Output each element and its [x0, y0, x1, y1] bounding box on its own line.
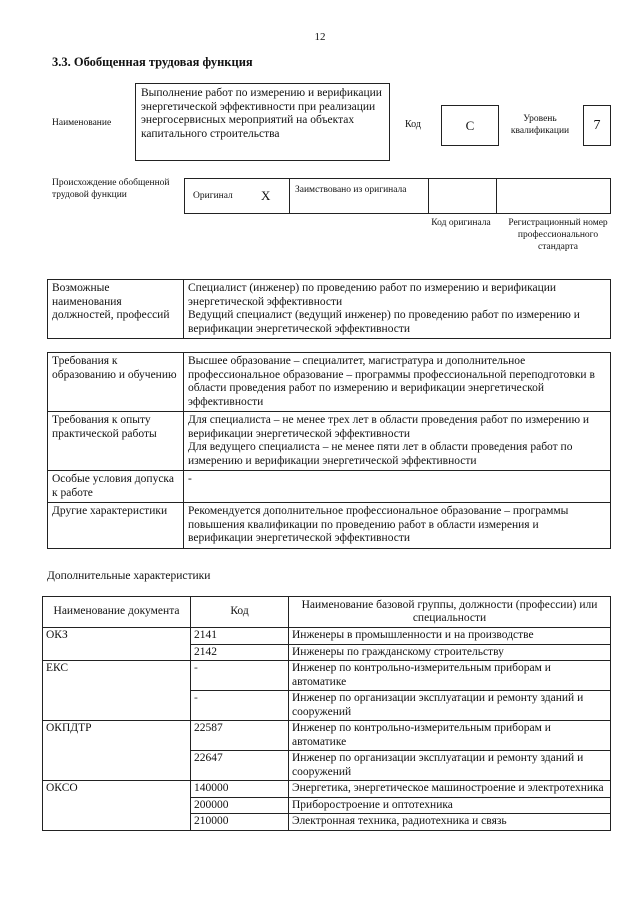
code-cell: 22587: [191, 721, 289, 751]
positions-row: [48, 280, 611, 339]
original-mark: X: [261, 188, 271, 203]
section-title: 3.3. Обобщенная трудовая функция: [52, 55, 253, 69]
code-cell: 22647: [191, 751, 289, 781]
requirement-value: [184, 471, 611, 503]
requirement-line: Высшее образование – специалитет, магистратура и дополнительное профессиональное образование – программы профессиональной переподготовки в области проведения работ по измерению и верификации энергетической эффективности: [188, 355, 595, 408]
additional-table: [42, 596, 611, 831]
requirement-row: [48, 503, 611, 549]
name-cell: Инженер по контрольно-измерительным приборам и автоматике: [289, 721, 611, 751]
name-cell: Инженер по организации эксплуатации и ремонту зданий и сооружений: [289, 751, 611, 781]
divider: [289, 179, 290, 213]
name-cell: Энергетика, энергетическое машиностроение и электротехника: [289, 781, 611, 798]
code-cell: 2141: [191, 628, 289, 645]
requirement-label: Требования к опыту практической работы: [48, 412, 184, 471]
requirement-value: [184, 353, 611, 412]
requirement-value: [184, 503, 611, 549]
page-number: 12: [314, 31, 326, 43]
code-cell: -: [191, 661, 289, 691]
name-cell: Приборостроение и оптотехника: [289, 797, 611, 814]
code-cell: 2142: [191, 644, 289, 661]
requirement-line: Для специалиста – не менее трех лет в области проведения работ по измерению и верификации энергетической эффективности: [188, 414, 590, 440]
code-cell: 140000: [191, 781, 289, 798]
header-document: Наименование документа: [43, 597, 191, 628]
requirements-table: [47, 352, 611, 549]
position-line: Ведущий специалист (ведущий инженер) по проведению работ по измерению и верификации энергетической эффективности: [188, 309, 580, 335]
positions-label: Возможные наименования должностей, профессий: [48, 280, 184, 339]
borrowed-label: Заимствовано из оригинала: [295, 185, 407, 195]
requirement-line: Рекомендуется дополнительное профессиональное образование – программы повышения квалификации по проведению работ в области измерения и верификации энергетической эффективности: [188, 505, 569, 544]
divider: [496, 179, 497, 213]
origin-label: Происхождение обобщенной трудовой функции: [52, 178, 170, 200]
requirement-line: -: [188, 473, 192, 485]
original-label: Оригинал: [193, 191, 233, 201]
table-header-row: [43, 597, 611, 628]
table-row: [43, 661, 611, 691]
table-row: [43, 721, 611, 751]
table-row: [43, 628, 611, 645]
requirement-row: [48, 353, 611, 412]
positions-table: [47, 279, 611, 339]
code-cell: 210000: [191, 814, 289, 831]
code-cell: -: [191, 691, 289, 721]
doc-cell: ЕКС: [43, 661, 191, 721]
code-cell: 200000: [191, 797, 289, 814]
reg-number-label: Регистрационный номер профессионального стандарта: [508, 218, 608, 252]
divider: [428, 179, 429, 213]
name-label: Наименование: [52, 118, 112, 128]
code-original-label: Код оригинала: [431, 218, 491, 228]
level-value: 7: [583, 105, 611, 146]
origin-box: [184, 178, 611, 214]
name-cell: Инженер по организации эксплуатации и ремонту зданий и сооружений: [289, 691, 611, 721]
name-cell: Инженеры по гражданскому строительству: [289, 644, 611, 661]
doc-cell: ОКЗ: [43, 628, 191, 661]
requirement-row: [48, 412, 611, 471]
position-line: Специалист (инженер) по проведению работ по измерению и верификации энергетической эффективности: [188, 282, 557, 308]
requirement-value: [184, 412, 611, 471]
requirement-label: Требования к образованию и обучению: [48, 353, 184, 412]
doc-cell: ОКСО: [43, 781, 191, 831]
additional-title: Дополнительные характеристики: [47, 570, 211, 582]
requirement-row: [48, 471, 611, 503]
requirement-label: Другие характеристики: [48, 503, 184, 549]
header-code: Код: [191, 597, 289, 628]
header-name: Наименование базовой группы, должности (профессии) или специальности: [289, 597, 611, 628]
requirement-line: Для ведущего специалиста – не менее пяти лет в области проведения работ по измерению и верификации энергетической эффективности: [188, 441, 573, 467]
code-value: С: [441, 105, 499, 146]
name-value: Выполнение работ по измерению и верификации энергетической эффективности при реализации энергосервисных мероприятий на объектах капитального строительства: [135, 83, 390, 161]
doc-cell: ОКПДТР: [43, 721, 191, 781]
table-row: [43, 781, 611, 798]
code-label: Код: [405, 119, 421, 130]
name-cell: Электронная техника, радиотехника и связь: [289, 814, 611, 831]
positions-value: [184, 280, 611, 339]
name-cell: Инженеры в промышленности и на производстве: [289, 628, 611, 645]
name-cell: Инженер по контрольно-измерительным приборам и автоматике: [289, 661, 611, 691]
level-label: Уровень квалификации: [510, 114, 570, 136]
requirement-label: Особые условия допуска к работе: [48, 471, 184, 503]
